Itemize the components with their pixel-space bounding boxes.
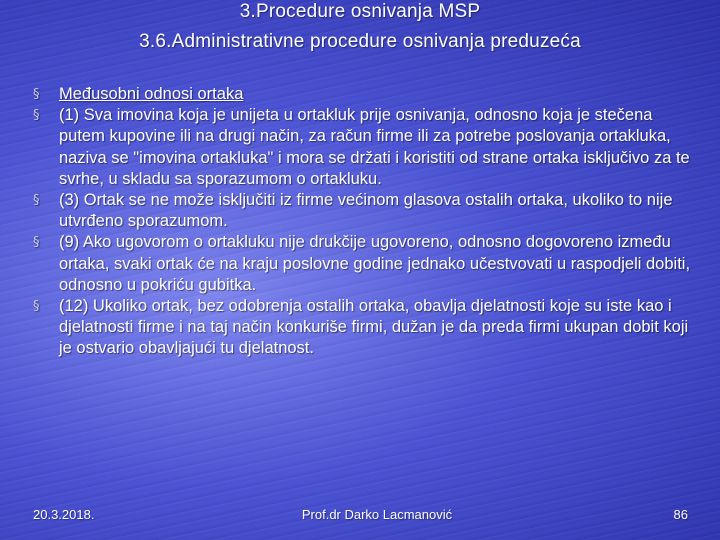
bullet-marker-icon: § — [33, 299, 40, 315]
bullet-text: (3) Ortak se ne može isključiti iz firme većinom glasova ostalih ortaka, ukoliko to nije utvrđeno sporazumom. — [59, 191, 673, 231]
slide-title — [0, 0, 720, 54]
bullet-text: (12) Ukoliko ortak, bez odobrenja ostalih ortaka, obavlja djelatnosti koje su iste kao i djelatnosti firme i na taj način konkuriše firmi, dužan je da preda firmi ukupan dobit koji je ostvario obavljajući tu djelatnost. — [59, 297, 689, 358]
bullet-marker-icon: § — [33, 235, 40, 251]
bullet-text: (1) Sva imovina koja je unijeta u ortakluk prije osnivanja, odnosno koja je stečena putem kupovine ili na drugi način, za račun firme ili za potrebe poslovanja ortakluka, naziva se "imovina ortakluka" i mora se držati i koristiti od strane ortaka isključivo za te svrhe, u skladu sa sporazumom o ortakluku. — [59, 106, 690, 188]
bullet-list — [0, 84, 720, 360]
bullet-item — [0, 105, 695, 190]
footer-author: Prof.dr Darko Lacmanović — [301, 507, 453, 522]
bullet-item — [0, 190, 695, 232]
footer-date: 20.3.2018. — [33, 507, 95, 522]
page-number: 86 — [673, 507, 688, 522]
bullet-marker-icon: § — [33, 87, 40, 102]
bullet-text: (9) Ako ugovorom o ortakluku nije drukčije ugovoreno, odnosno dogovoreno između ortaka, svaki ortak će na kraju poslovne godine jednako učestvovati u raspodjeli dobiti, odnosno u pokriću gubitka. — [59, 233, 691, 294]
slide-footer — [0, 507, 720, 527]
title-line-1: 3.Procedure osnivanja MSP — [239, 1, 481, 22]
bullet-marker-icon: § — [33, 108, 40, 124]
bullet-item — [0, 84, 695, 105]
bullet-marker-icon: § — [33, 193, 40, 209]
bullet-heading: Međusobni odnosi ortaka — [59, 85, 244, 103]
title-line-2: 3.6.Administrativne procedure osnivanja preduzeća — [139, 31, 581, 52]
bullet-item — [0, 232, 695, 296]
bullet-item — [0, 296, 695, 360]
